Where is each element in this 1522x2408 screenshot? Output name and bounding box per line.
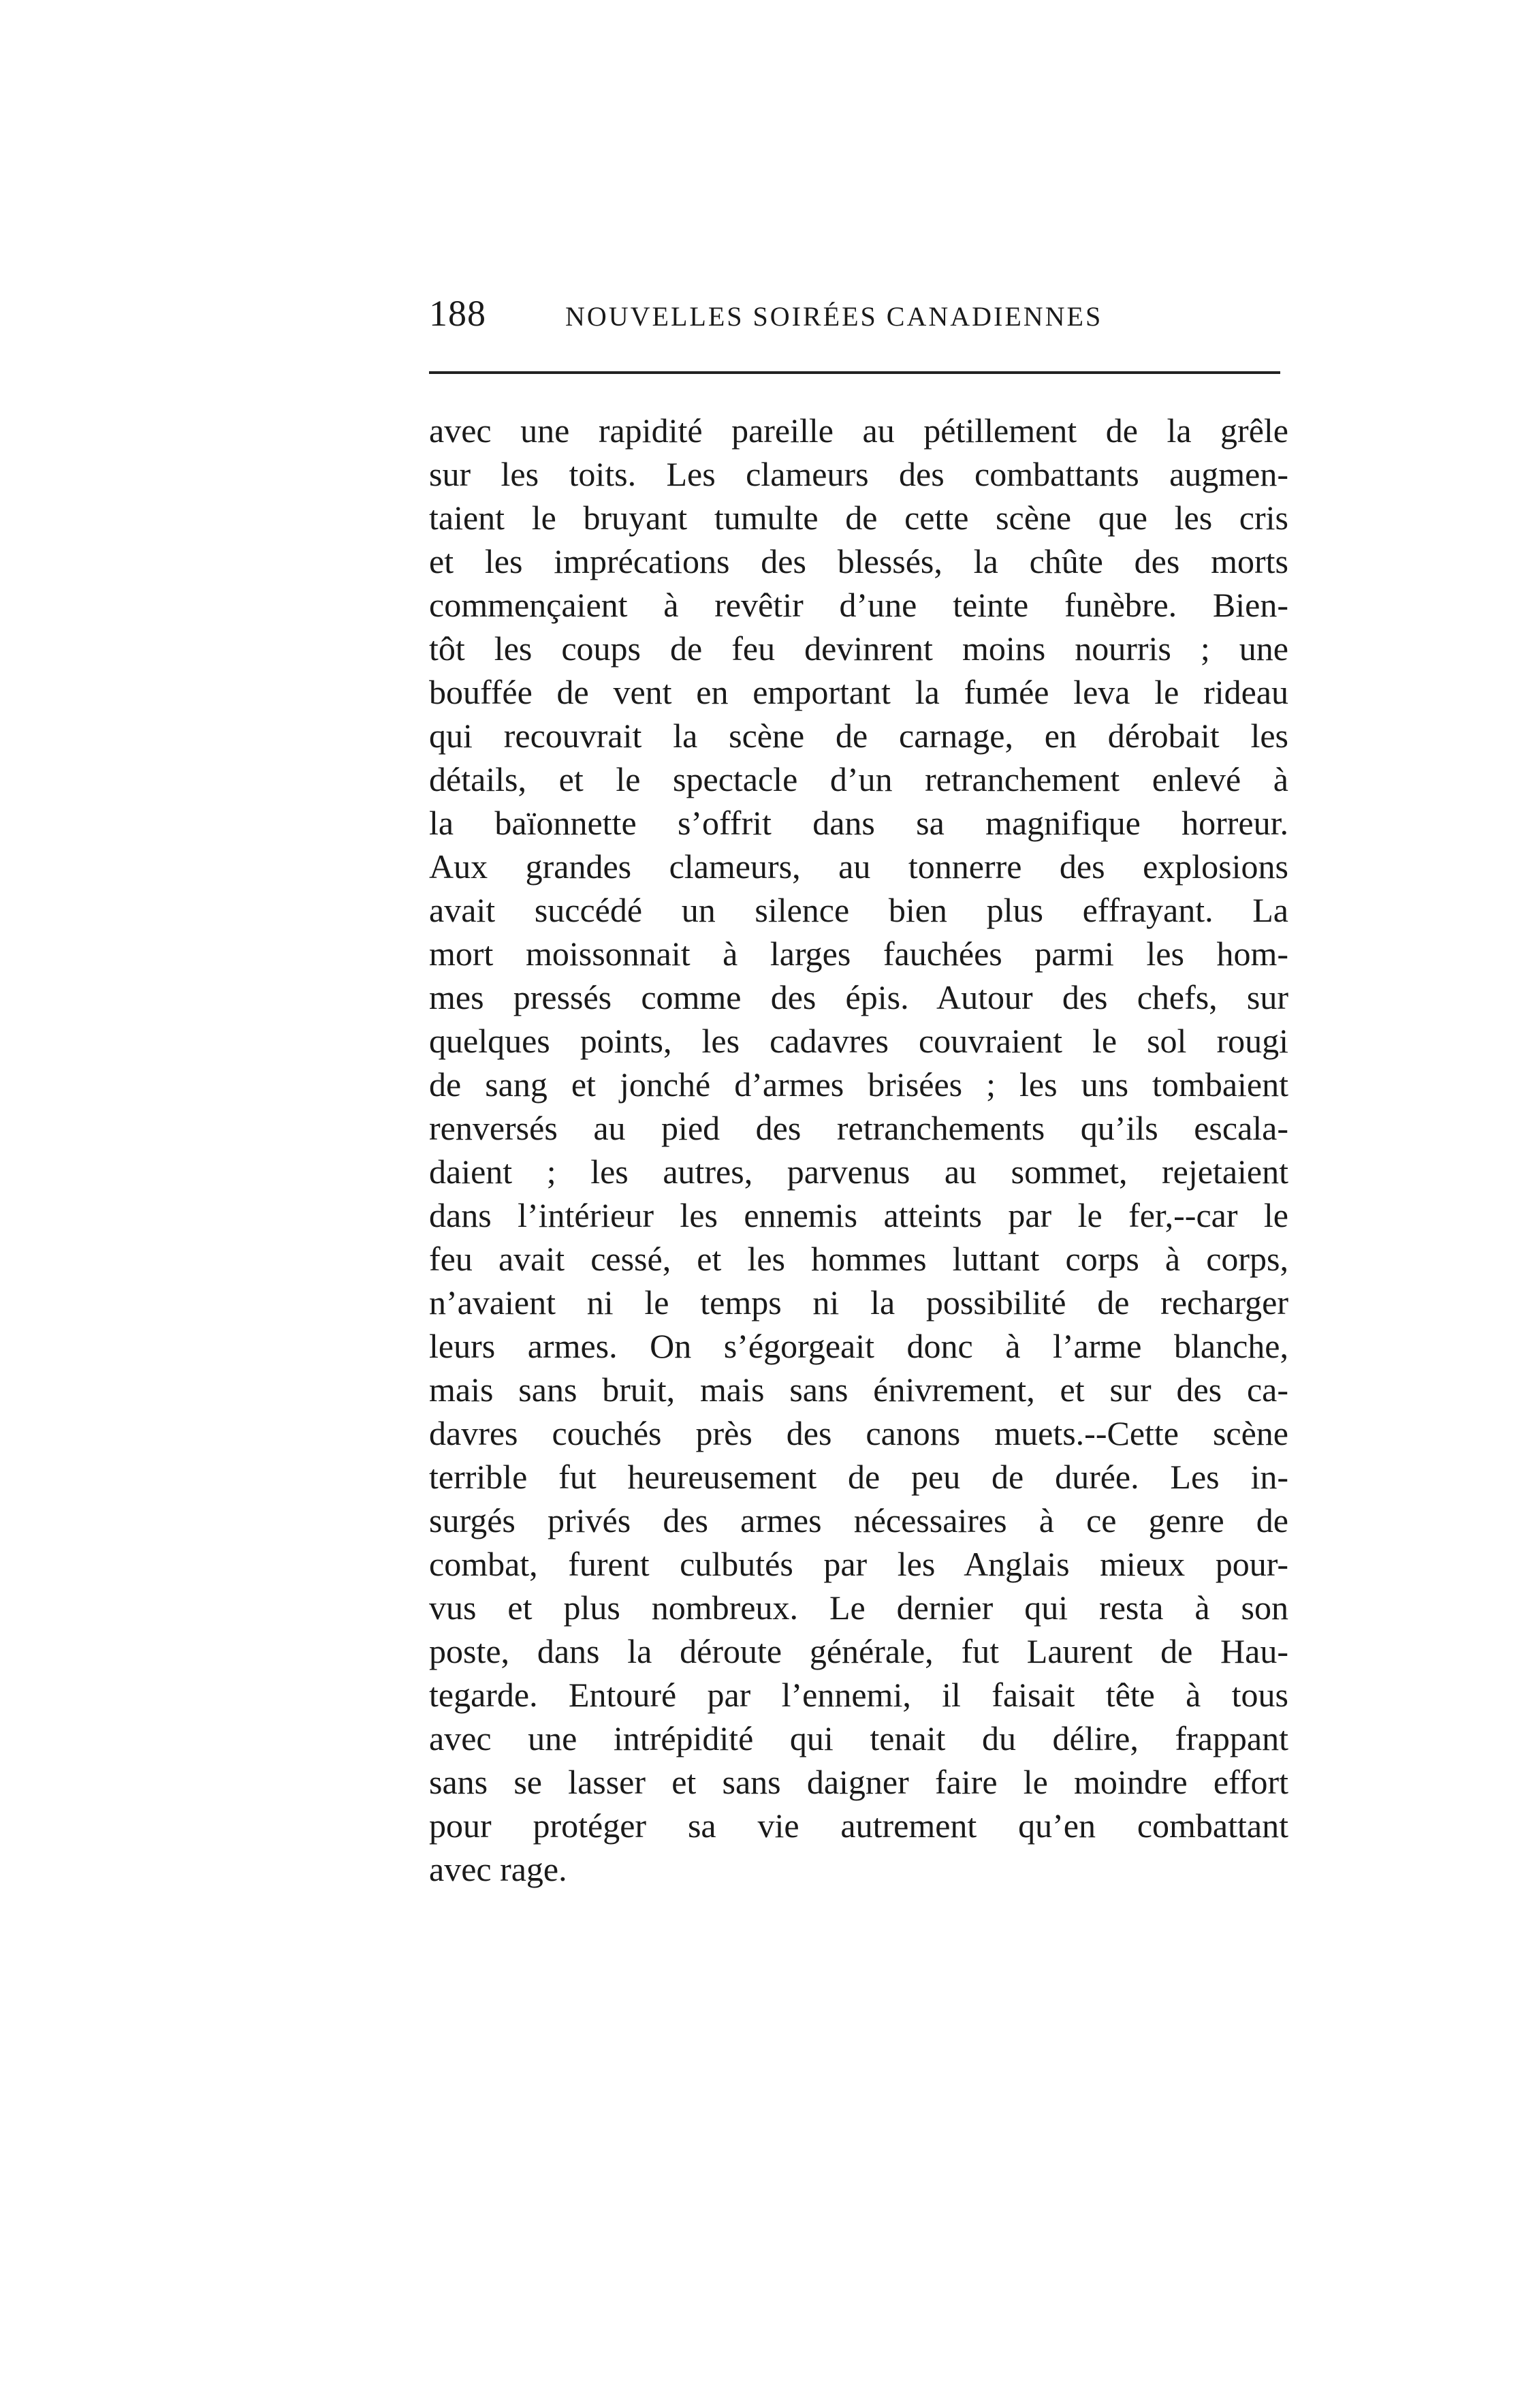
text-line: renversés au pied des retranchements qu’ils escala-: [429, 1109, 1288, 1147]
text-line: terrible fut heureusement de peu de durée. Les in-: [429, 1458, 1288, 1496]
header-rule: [429, 371, 1280, 374]
page-header: [429, 290, 1280, 344]
text-line: et les imprécations des blessés, la chûte des morts: [429, 542, 1288, 580]
running-title: NOUVELLES SOIRÉES CANADIENNES: [565, 301, 1103, 332]
text-line: avec rage.: [429, 1850, 567, 1888]
text-line: vus et plus nombreux. Le dernier qui resta à son: [429, 1589, 1288, 1627]
page-number: 188: [429, 293, 486, 334]
text-line: Aux grandes clameurs, au tonnerre des explosions: [429, 847, 1288, 886]
text-line: de sang et jonché d’armes brisées ; les uns tombaient: [429, 1065, 1288, 1104]
body-text: [429, 409, 1288, 1891]
text-line: combat, furent culbutés par les Anglais mieux pour-: [429, 1545, 1288, 1583]
text-line: mes pressés comme des épis. Autour des chefs, sur: [429, 978, 1288, 1016]
text-line: mais sans bruit, mais sans énivrement, et sur des ca-: [429, 1371, 1288, 1409]
text-line: bouffée de vent en emportant la fumée leva le rideau: [429, 673, 1288, 711]
text-line: la baïonnette s’offrit dans sa magnifique horreur.: [429, 804, 1288, 842]
text-line: tegarde. Entouré par l’ennemi, il faisait tête à tous: [429, 1676, 1288, 1714]
text-line: avait succédé un silence bien plus effrayant. La: [429, 891, 1288, 929]
text-line: n’avaient ni le temps ni la possibilité de recharger: [429, 1283, 1288, 1322]
text-line: commençaient à revêtir d’une teinte funèbre. Bien-: [429, 586, 1288, 624]
text-line: taient le bruyant tumulte de cette scène que les cris: [429, 499, 1288, 537]
text-line: mort moissonnait à larges fauchées parmi les hom-: [429, 935, 1288, 973]
text-line: dans l’intérieur les ennemis atteints par le fer,--car le: [429, 1196, 1288, 1234]
text-line: leurs armes. On s’égorgeait donc à l’arme blanche,: [429, 1327, 1288, 1365]
text-line: qui recouvrait la scène de carnage, en dérobait les: [429, 717, 1288, 755]
text-line: poste, dans la déroute générale, fut Laurent de Hau-: [429, 1632, 1288, 1670]
text-line: sans se lasser et sans daigner faire le moindre effort: [429, 1763, 1288, 1801]
text-line: davres couchés près des canons muets.--Cette scène: [429, 1414, 1288, 1452]
text-line: daient ; les autres, parvenus au sommet, rejetaient: [429, 1153, 1288, 1191]
text-line: avec une rapidité pareille au pétillement de la grêle: [429, 411, 1288, 450]
text-line: sur les toits. Les clameurs des combattants augmen-: [429, 455, 1288, 493]
text-line: pour protéger sa vie autrement qu’en combattant: [429, 1807, 1288, 1845]
text-line: feu avait cessé, et les hommes luttant corps à corps,: [429, 1240, 1288, 1278]
text-line: quelques points, les cadavres couvraient le sol rougi: [429, 1022, 1288, 1060]
text-line: détails, et le spectacle d’un retranchement enlevé à: [429, 760, 1288, 798]
text-line: tôt les coups de feu devinrent moins nourris ; une: [429, 629, 1288, 668]
text-line: avec une intrépidité qui tenait du délire, frappant: [429, 1719, 1288, 1757]
text-line: surgés privés des armes nécessaires à ce genre de: [429, 1501, 1288, 1539]
